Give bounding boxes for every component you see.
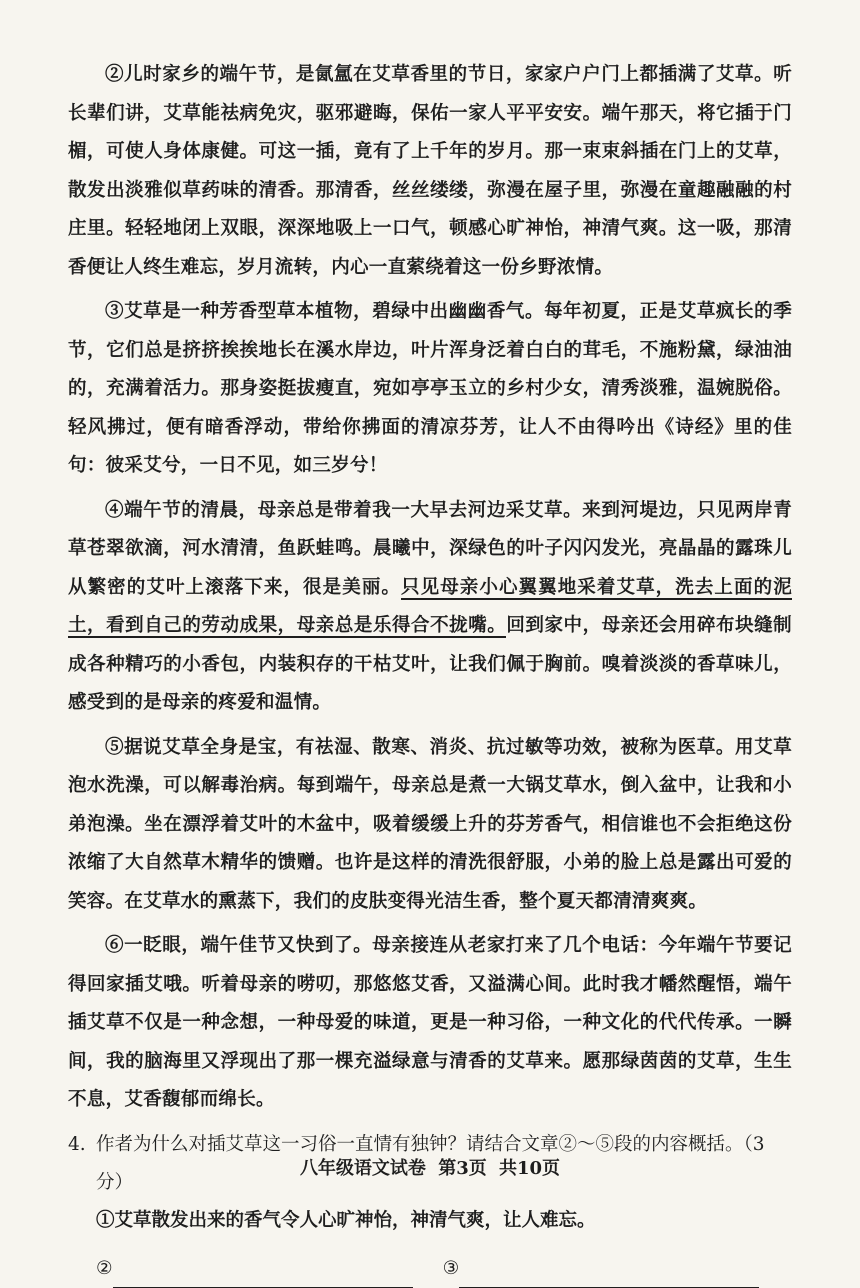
answer-blanks xyxy=(68,1252,792,1288)
question-text: 作者为什么对插艾草这一习俗一直情有独钟？请结合文章②～⑤段的内容概括。（3分） xyxy=(96,1133,765,1193)
question-4 xyxy=(68,1126,792,1288)
blank-3-mark: ③ xyxy=(442,1257,460,1279)
paragraph-5: ⑤据说艾草全身是宝，有祛湿、散寒、消炎、抗过敏等功效，被称为医草。用艾草泡水洗澡，可以解毒治病。每到端午，母亲总是煮一大锅艾草水，倒入盆中，让我和小弟泡澡。坐在漂浮着艾叶的木盆中，吸着缓缓上升的芬芳香气，相信谁也不会拒绝这份浓缩了大自然草木精华的馈赠。也许是这样的清洗很舒服，小弟的脸上总是露出可爱的笑容。在艾草水的熏蒸下，我们的皮肤变得光洁生香，整个夏天都清清爽爽。 xyxy=(68,736,792,912)
blank-2-mark: ② xyxy=(96,1257,113,1279)
paragraph-6: ⑥一眨眼，端午佳节又快到了。母亲接连从老家打来了几个电话：今年端午节要记得回家插艾哦。听着母亲的唠叨，那悠悠艾香，又溢满心间。此时我才幡然醒悟，端午插艾草不仅是一种念想，一种母爱的味道，更是一种习俗，一种文化的代代传承。一瞬间，我的脑海里又浮现出了那一棵充溢绿意与清香的艾草来。愿那绿茵茵的艾草，生生不息，艾香馥郁而绵长。 xyxy=(68,935,792,1110)
paragraph-3: ③艾草是一种芳香型草本植物，碧绿中出幽幽香气。每年初夏，正是艾草疯长的季节，它们总是挤挤挨挨地长在溪水岸边，叶片浑身泛着白白的茸毛，不施粉黛，绿油油的，充满着活力。那身姿挺拔瘦直，宛如亭亭玉立的乡村少女，清秀淡雅，温婉脱俗。轻风拂过，便有暗香浮动，带给你拂面的清凉芬芳，让人不由得吟出《诗经》里的佳句：彼采艾兮，一日不见，如三岁兮！ xyxy=(68,301,792,476)
answer-blank-2[interactable] xyxy=(113,1263,413,1288)
page-footer: 八年级语文试卷 第3页 共10页 xyxy=(299,1158,561,1179)
underlined-sentence: 只见母亲小心翼翼地采着艾草，洗去上面的泥土，看到自己的劳动成果，母亲总是乐得合不拢嘴。 xyxy=(68,576,792,636)
paragraph-4-rest: 回到家中，母亲还会用碎布块缝制成各种精巧的小香包，内装积存的干枯艾叶，让我们佩于胸前。嗅着淡淡的香草味儿，感受到的是母亲的疼爱和温情。 xyxy=(68,615,792,713)
answer-1: ①艾草散发出来的香气令人心旷神怡，神清气爽，让人难忘。 xyxy=(96,1209,596,1231)
paragraph-4-lead: ④端午节的清晨，母亲总是带着我一大早去河边采艾草。来到河堤边，只见两岸青草苍翠欲滴，河水清清，鱼跃蛙鸣。晨曦中，深绿色的叶子闪闪发光，亮晶晶的露珠儿从繁密的艾叶上滚落下来，很是美丽。 xyxy=(68,499,792,598)
question-number: 4. xyxy=(68,1133,86,1155)
answer-blank-3[interactable] xyxy=(459,1263,759,1288)
paragraph-4 xyxy=(68,492,792,723)
paragraph-2: ②儿时家乡的端午节，是氤氲在艾草香里的节日，家家户户门上都插满了艾草。听长辈们讲，艾草能祛病免灾，驱邪避晦，保佑一家人平平安安。端午那天，将它插于门楣，可使人身体康健。可这一插，竟有了上千年的岁月。那一束束斜插在门上的艾草，散发出淡雅似草药味的清香。那清香，丝丝缕缕，弥漫在屋子里，弥漫在童趣融融的村庄里。轻轻地闭上双眼，深深地吸上一口气，顿感心旷神怡，神清气爽。这一吸，那清香便让人终生难忘，岁月流转，内心一直萦绕着这一份乡野浓情。 xyxy=(68,64,792,278)
